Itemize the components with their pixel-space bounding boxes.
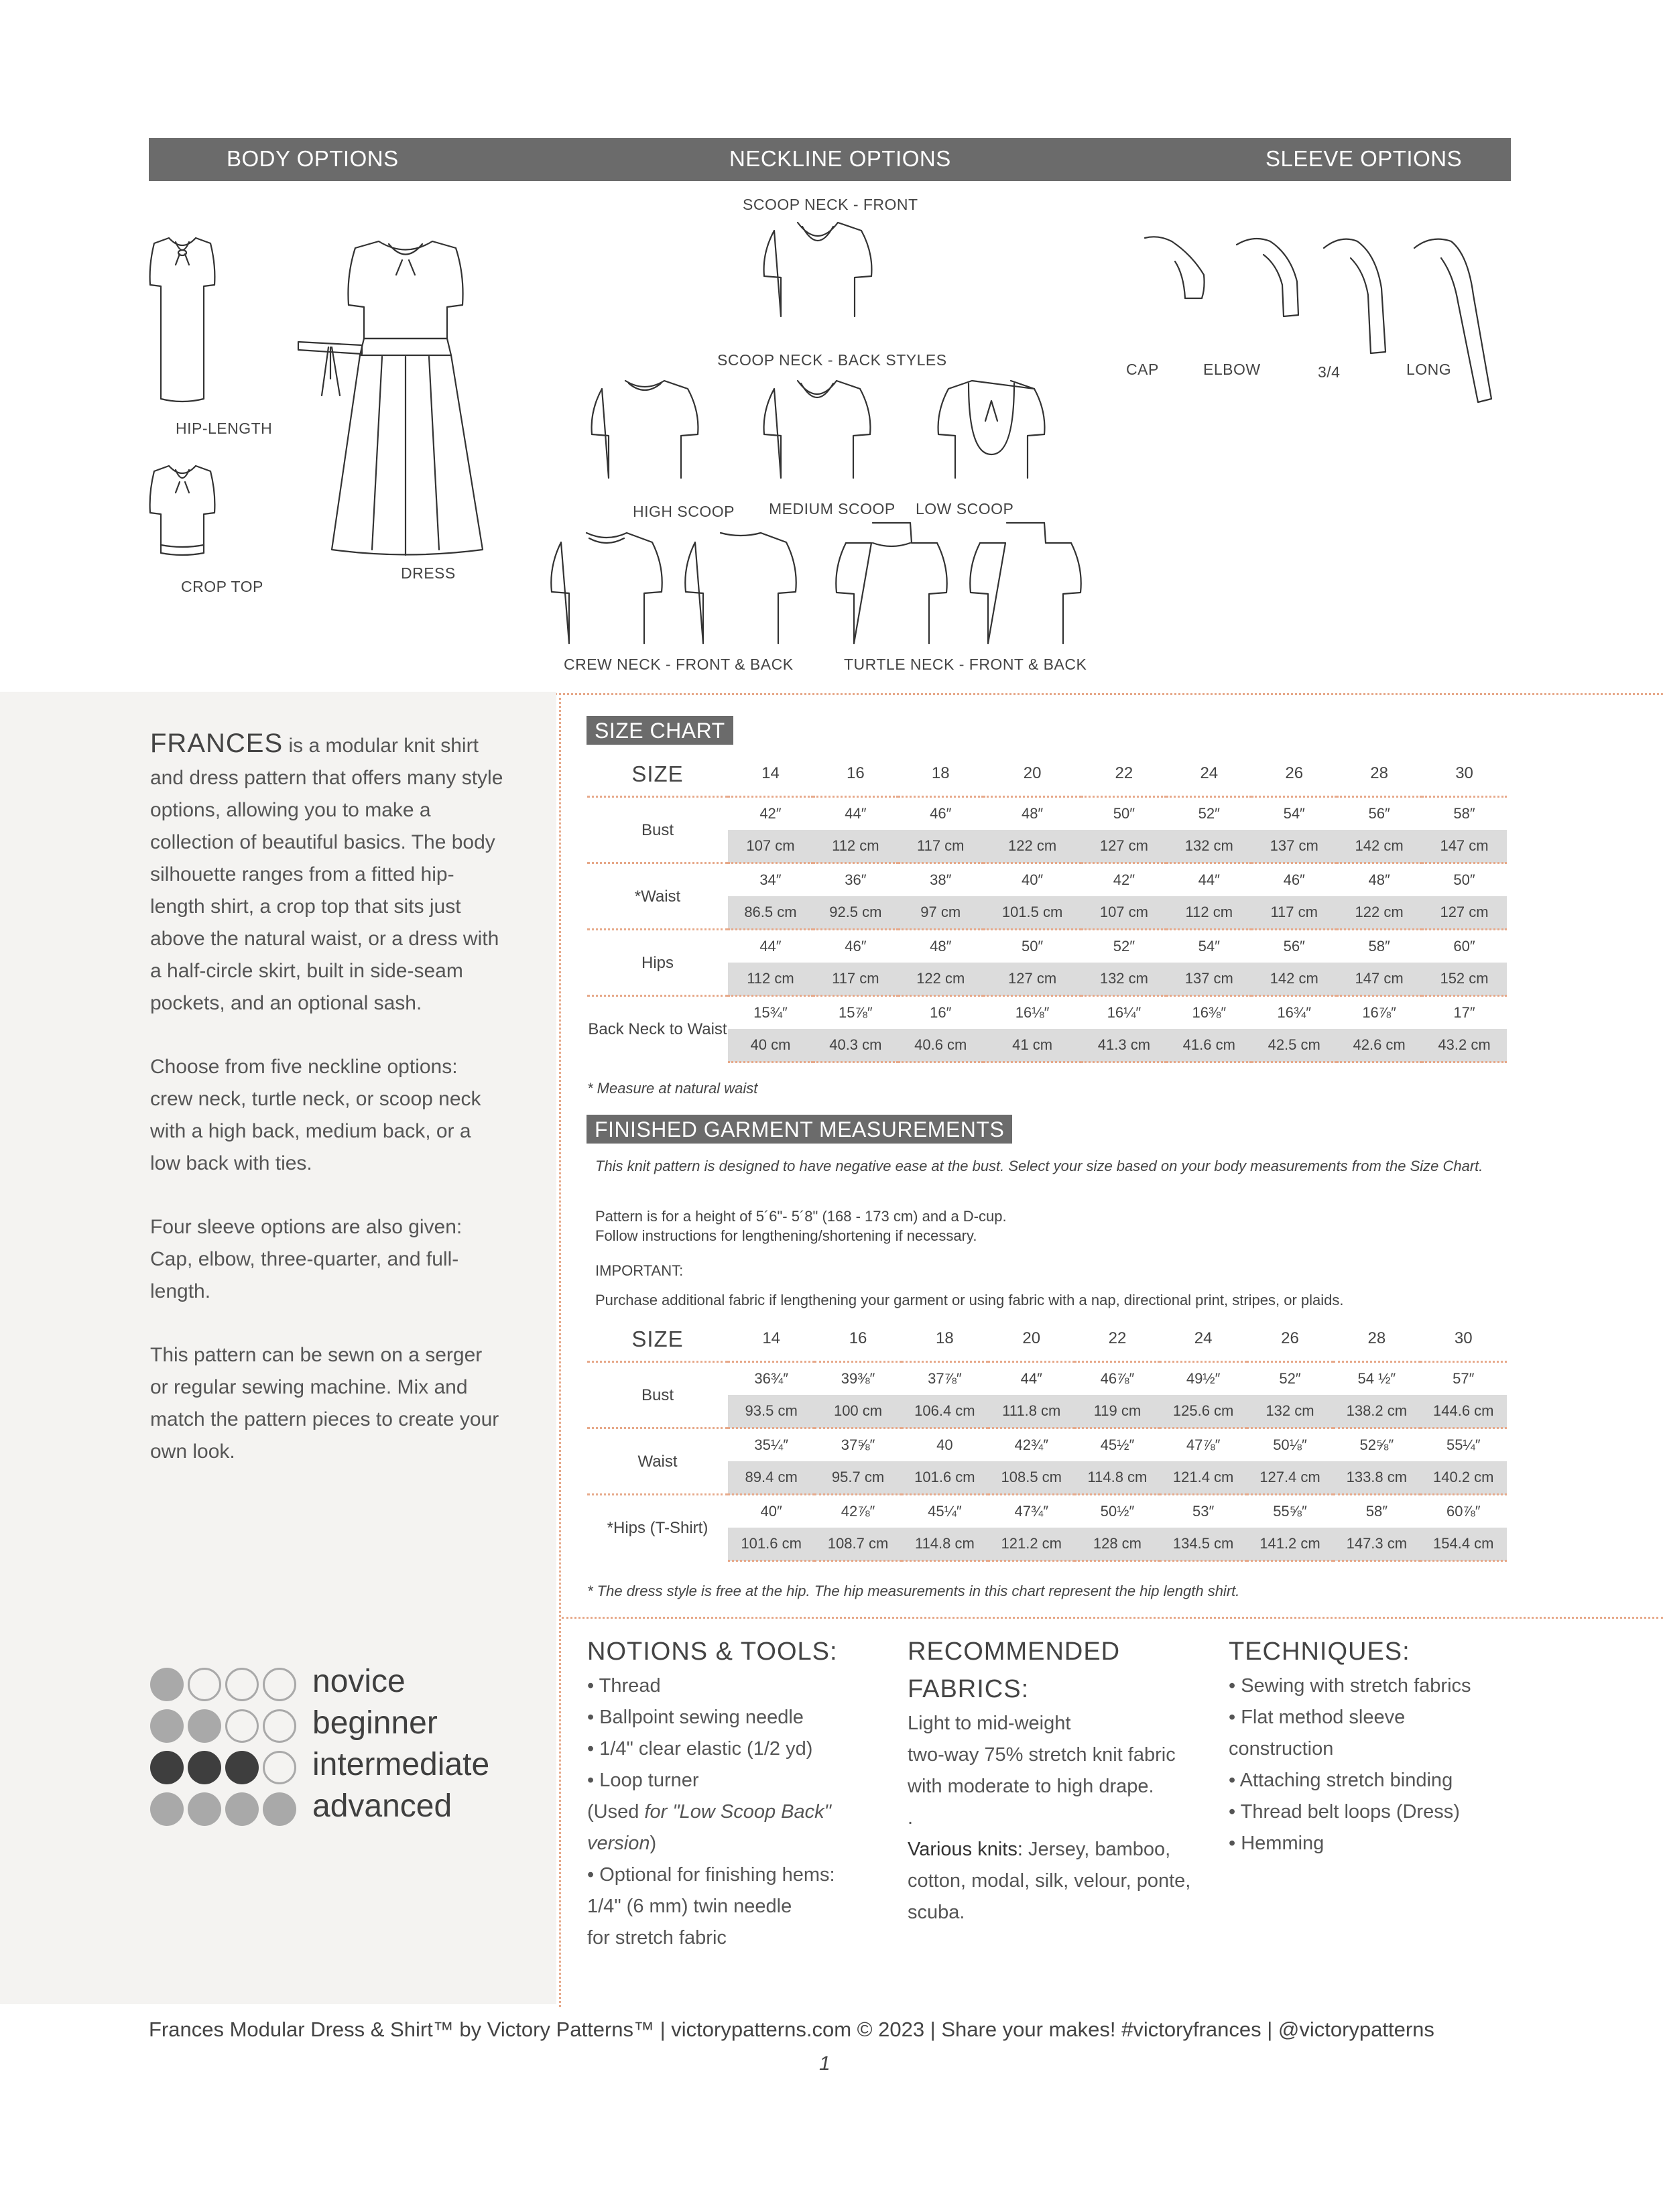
turtle-neck-front-illustration — [831, 523, 952, 643]
cm-value: 107 cm — [728, 830, 813, 863]
technique-item: • Hemming — [1229, 1833, 1325, 1854]
technique-item: • Sewing with stretch fabrics — [1229, 1675, 1471, 1697]
inch-value: 55⅝″ — [1247, 1495, 1333, 1528]
cm-value: 112 cm — [813, 830, 898, 863]
inch-value: 56″ — [1337, 797, 1422, 831]
notion-item: • 1/4" clear elastic (1/2 yd) — [587, 1738, 813, 1760]
inch-value: 37⅝″ — [814, 1428, 901, 1462]
skill-level-labels — [312, 1661, 489, 1827]
fabrics-line: two-way 75% stretch knit fabric — [908, 1744, 1176, 1766]
level-dot — [225, 1792, 259, 1826]
cm-value: 42.5 cm — [1251, 1029, 1337, 1062]
skill-level-dots — [150, 1668, 296, 1834]
cm-value: 142 cm — [1337, 830, 1422, 863]
notion-used-note — [587, 1796, 875, 1859]
height-note-2: Follow instructions for lengthening/shortening if necessary. — [595, 1227, 977, 1244]
three-quarter-sleeve-illustration — [1324, 235, 1388, 355]
cm-value: 101.5 cm — [983, 896, 1082, 930]
cm-value: 112 cm — [728, 963, 813, 996]
size-header: SIZE — [631, 1326, 684, 1351]
cap-label: CAP — [1126, 361, 1159, 378]
inch-value: 45½″ — [1074, 1428, 1160, 1462]
cm-value: 132 cm — [1081, 963, 1166, 996]
inch-value: 40″ — [728, 1495, 814, 1528]
height-note-1: Pattern is for a height of 5´6"- 5´8" (168 - 173 cm) and a D-cup. — [595, 1208, 1007, 1225]
inch-value: 16″ — [898, 996, 983, 1030]
size-column-header: 28 — [1370, 764, 1388, 782]
techniques-list — [1229, 1670, 1510, 1859]
level-dot — [263, 1668, 296, 1701]
cm-value: 128 cm — [1074, 1528, 1160, 1561]
page-number: 1 — [819, 2052, 830, 2075]
body-options-heading: BODY OPTIONS — [227, 146, 399, 171]
inch-value: 49½″ — [1160, 1362, 1246, 1396]
fabrics-knits — [908, 1834, 1203, 1928]
size-column-header: 22 — [1115, 764, 1133, 782]
inch-value: 58″ — [1333, 1495, 1420, 1528]
inch-value: 16¾″ — [1251, 996, 1337, 1030]
inch-value: 55¼″ — [1420, 1428, 1507, 1462]
long-sleeve-illustration — [1414, 235, 1495, 406]
inch-value: 15⅞″ — [813, 996, 898, 1030]
notion-item: • Optional for finishing hems: — [587, 1864, 835, 1886]
level-novice: novice — [312, 1664, 406, 1699]
level-dot — [225, 1668, 259, 1701]
intro-paragraph-3: Four sleeve options are also given: Cap, elbow, three-quarter, and full-length. — [150, 1216, 463, 1302]
cm-value: 137 cm — [1166, 963, 1251, 996]
cm-value: 127 cm — [1422, 896, 1507, 930]
table-row — [587, 1428, 1507, 1462]
size-column-header: 14 — [761, 764, 780, 782]
notions-title: NOTIONS & TOOLS: — [587, 1638, 838, 1666]
inch-value: 46″ — [813, 930, 898, 963]
size-column-header: 20 — [1023, 764, 1042, 782]
inch-value: 50″ — [1081, 797, 1166, 831]
cm-value: 132 cm — [1247, 1395, 1333, 1428]
cm-value: 141.2 cm — [1247, 1528, 1333, 1561]
table-row — [587, 1495, 1507, 1528]
cm-value: 121.4 cm — [1160, 1461, 1246, 1495]
cm-value: 125.6 cm — [1160, 1395, 1246, 1428]
inch-value: 44″ — [728, 930, 813, 963]
important-text: Purchase additional fabric if lengthening your garment or using fabric with a nap, directional print, stripes, or plaids. — [595, 1292, 1344, 1308]
three-quarter-label: 3/4 — [1318, 363, 1341, 381]
technique-item: • Thread belt loops (Dress) — [1229, 1801, 1460, 1823]
inch-value: 48″ — [1337, 863, 1422, 897]
table-row — [587, 797, 1507, 831]
important-label: IMPORTANT: — [595, 1262, 684, 1279]
long-label: LONG — [1406, 361, 1452, 378]
inch-value: 35¼″ — [728, 1428, 814, 1462]
novice-dots — [150, 1668, 296, 1704]
finished-measurements-table — [587, 1316, 1507, 1562]
fabrics-title: RECOMMENDED FABRICS: — [908, 1638, 1121, 1703]
fabrics-dot: . — [908, 1807, 914, 1829]
size-column-header: 24 — [1200, 764, 1219, 782]
table-row — [587, 996, 1507, 1030]
measurement-label: Bust — [587, 1362, 728, 1428]
inch-value: 40 — [902, 1428, 988, 1462]
size-chart-footnote: * Measure at natural waist — [587, 1080, 758, 1097]
cm-value: 154.4 cm — [1420, 1528, 1507, 1561]
level-advanced: advanced — [312, 1788, 452, 1824]
finished-measurements-title: FINISHED GARMENT MEASUREMENTS — [587, 1115, 1012, 1144]
cm-value: 89.4 cm — [728, 1461, 814, 1495]
crew-neck-label: CREW NECK - FRONT & BACK — [564, 656, 794, 673]
inch-value: 36¾″ — [728, 1362, 814, 1396]
cap-sleeve-illustration — [1145, 235, 1207, 302]
turtle-neck-back-illustration — [965, 523, 1086, 643]
inch-value: 42⅞″ — [814, 1495, 901, 1528]
used-italic: for "Low Scoop Back" version — [587, 1801, 831, 1854]
intermediate-dots — [150, 1751, 296, 1787]
turtle-neck-label: TURTLE NECK - FRONT & BACK — [844, 656, 1087, 673]
intro-paragraph-2: Choose from five neckline options: crew neck, turtle neck, or scoop neck with a high back, medium back, or a low back with ties. — [150, 1056, 481, 1174]
footer-credits: Frances Modular Dress & Shirt™ by Victory Patterns™ | victorypatterns.com © 2023 | Share your makes! #victoryfrances | @victorypatterns — [149, 2018, 1434, 2041]
level-dot — [263, 1751, 296, 1784]
knits-text: Jersey, bamboo, cotton, modal, silk, velour, ponte, scuba. — [908, 1839, 1191, 1923]
hip-length-shirt-illustration — [149, 238, 216, 416]
cm-value: 147 cm — [1337, 963, 1422, 996]
technique-item: • Attaching stretch binding — [1229, 1770, 1453, 1791]
inch-value: 54″ — [1166, 930, 1251, 963]
inch-value: 50⅛″ — [1247, 1428, 1333, 1462]
size-chart-table — [587, 751, 1507, 1063]
finished-intro: This knit pattern is designed to have negative ease at the bust. Select your size based on your body measurements from the Size Chart. — [595, 1158, 1483, 1174]
size-column-header: 30 — [1455, 764, 1473, 782]
inch-value: 39⅜″ — [814, 1362, 901, 1396]
size-column-header: 26 — [1281, 1329, 1299, 1347]
cm-value: 92.5 cm — [813, 896, 898, 930]
inch-value: 54 ½″ — [1333, 1362, 1420, 1396]
level-dot — [150, 1668, 184, 1701]
measurement-label: *Hips (T-Shirt) — [587, 1495, 728, 1561]
scoop-neck-back-styles-label: SCOOP NECK - BACK STYLES — [717, 351, 947, 369]
cm-value: 41.6 cm — [1166, 1029, 1251, 1062]
notions-list — [587, 1670, 875, 1954]
size-column-header: 16 — [849, 1329, 867, 1347]
cm-value: 114.8 cm — [902, 1528, 988, 1561]
cm-value: 41 cm — [983, 1029, 1082, 1062]
cm-value: 40 cm — [728, 1029, 813, 1062]
fabrics-text — [908, 1708, 1203, 1928]
notion-item: • Loop turner — [587, 1770, 699, 1791]
cm-value: 114.8 cm — [1074, 1461, 1160, 1495]
used-close: ) — [650, 1833, 657, 1854]
cm-value: 140.2 cm — [1420, 1461, 1507, 1495]
fabrics-line: with moderate to high drape. — [908, 1776, 1154, 1797]
horizontal-divider-bottom — [562, 1617, 1663, 1619]
crop-top-illustration — [149, 466, 216, 560]
inch-value: 52″ — [1081, 930, 1166, 963]
intro-p1-text: is a modular knit shirt and dress pattern that offers many style options, allowing you to make a collection of beautiful basics. The body silhouette ranges from a fitted hip-length shirt, a crop top that sits just above the natural waist, or a dress with a half-circle skirt, built in side-seam pockets, and an optional sash. — [150, 735, 503, 1014]
inch-value: 58″ — [1422, 797, 1507, 831]
inch-value: 50″ — [983, 930, 1082, 963]
cm-value: 43.2 cm — [1422, 1029, 1507, 1062]
fabrics-line: Light to mid-weight — [908, 1713, 1071, 1734]
used-open: (Used — [587, 1801, 645, 1823]
cm-value: 101.6 cm — [728, 1528, 814, 1561]
crew-neck-front-illustration — [546, 533, 667, 643]
inch-value: 44″ — [813, 797, 898, 831]
inch-value: 42¾″ — [988, 1428, 1074, 1462]
cm-value: 100 cm — [814, 1395, 901, 1428]
inch-value: 44″ — [988, 1362, 1074, 1396]
level-dot — [225, 1709, 259, 1743]
intro-text — [150, 727, 505, 1499]
notion-item: • Ballpoint sewing needle — [587, 1707, 804, 1728]
cm-value: 86.5 cm — [728, 896, 813, 930]
cm-value: 41.3 cm — [1081, 1029, 1166, 1062]
inch-value: 56″ — [1251, 930, 1337, 963]
size-column-header: 18 — [931, 764, 950, 782]
intro-paragraph-1 — [150, 727, 505, 1020]
size-column-header: 26 — [1285, 764, 1304, 782]
size-column-header: 22 — [1108, 1329, 1127, 1347]
inch-value: 52⅝″ — [1333, 1428, 1420, 1462]
cm-value: 132 cm — [1166, 830, 1251, 863]
sleeve-options-heading: SLEEVE OPTIONS — [1266, 146, 1463, 171]
cm-value: 117 cm — [1251, 896, 1337, 930]
finished-footnote: * The dress style is free at the hip. The hip measurements in this chart represent the hip length shirt. — [587, 1583, 1240, 1599]
high-scoop-illustration — [589, 381, 701, 478]
inch-value: 52″ — [1247, 1362, 1333, 1396]
inch-value: 16⅞″ — [1337, 996, 1422, 1030]
inch-value: 60⅞″ — [1420, 1495, 1507, 1528]
level-dot — [263, 1709, 296, 1743]
inch-value: 37⅞″ — [902, 1362, 988, 1396]
cm-value: 121.2 cm — [988, 1528, 1074, 1561]
scoop-neck-front-illustration — [761, 223, 875, 316]
cm-value: 144.6 cm — [1420, 1395, 1507, 1428]
level-dot — [150, 1751, 184, 1784]
inch-value: 45¼″ — [902, 1495, 988, 1528]
scoop-neck-front-label: SCOOP NECK - FRONT — [743, 196, 918, 213]
table-row — [587, 1362, 1507, 1396]
knits-label: Various knits: — [908, 1839, 1023, 1860]
inch-value: 17″ — [1422, 996, 1507, 1030]
cm-value: 95.7 cm — [814, 1461, 901, 1495]
inch-value: 46⅞″ — [1074, 1362, 1160, 1396]
crew-neck-back-illustration — [680, 533, 801, 643]
cm-value: 127.4 cm — [1247, 1461, 1333, 1495]
cm-value: 142 cm — [1251, 963, 1337, 996]
dress-label: DRESS — [401, 564, 456, 582]
level-dot — [150, 1709, 184, 1743]
inch-value: 52″ — [1166, 797, 1251, 831]
inch-value: 48″ — [898, 930, 983, 963]
level-dot — [188, 1709, 221, 1743]
cm-value: 127 cm — [1081, 830, 1166, 863]
brand-name: FRANCES — [150, 729, 284, 758]
inch-value: 47⅞″ — [1160, 1428, 1246, 1462]
inch-value: 16¼″ — [1081, 996, 1166, 1030]
inch-value: 42″ — [1081, 863, 1166, 897]
level-beginner: beginner — [312, 1705, 438, 1741]
inch-value: 42″ — [728, 797, 813, 831]
cm-value: 108.5 cm — [988, 1461, 1074, 1495]
intro-paragraph-4: This pattern can be sewn on a serger or regular sewing machine. Mix and match the pattern pieces to create your own look. — [150, 1344, 499, 1463]
cm-value: 101.6 cm — [902, 1461, 988, 1495]
medium-scoop-illustration — [761, 381, 873, 478]
level-dot — [188, 1751, 221, 1784]
cm-value: 119 cm — [1074, 1395, 1160, 1428]
cm-value: 137 cm — [1251, 830, 1337, 863]
inch-value: 46″ — [1251, 863, 1337, 897]
notion-item: 1/4" (6 mm) twin needle — [587, 1896, 792, 1917]
size-column-header: 30 — [1454, 1329, 1473, 1347]
neckline-options-heading: NECKLINE OPTIONS — [729, 146, 951, 171]
measurement-label: Back Neck to Waist — [587, 996, 728, 1062]
cm-value: 117 cm — [898, 830, 983, 863]
size-column-header: 14 — [762, 1329, 781, 1347]
inch-value: 47¾″ — [988, 1495, 1074, 1528]
size-header: SIZE — [631, 761, 684, 786]
elbow-label: ELBOW — [1203, 361, 1261, 378]
size-column-header: 18 — [936, 1329, 954, 1347]
cm-value: 122 cm — [898, 963, 983, 996]
measurement-label: *Waist — [587, 863, 728, 930]
cm-value: 93.5 cm — [728, 1395, 814, 1428]
cm-value: 107 cm — [1081, 896, 1166, 930]
cm-value: 134.5 cm — [1160, 1528, 1246, 1561]
crop-top-label: CROP TOP — [181, 578, 263, 595]
cm-value: 122 cm — [1337, 896, 1422, 930]
inch-value: 15¾″ — [728, 996, 813, 1030]
cm-value: 147 cm — [1422, 830, 1507, 863]
inch-value: 60″ — [1422, 930, 1507, 963]
level-dot — [188, 1792, 221, 1826]
level-dot — [263, 1792, 296, 1826]
inch-value: 16⅜″ — [1166, 996, 1251, 1030]
inch-value: 48″ — [983, 797, 1082, 831]
level-dot — [150, 1792, 184, 1826]
cm-value: 97 cm — [898, 896, 983, 930]
measurement-label: Waist — [587, 1428, 728, 1495]
size-chart-title: SIZE CHART — [587, 716, 733, 745]
cm-value: 40.6 cm — [898, 1029, 983, 1062]
elbow-sleeve-illustration — [1237, 235, 1300, 318]
level-dot — [188, 1668, 221, 1701]
cm-value: 133.8 cm — [1333, 1461, 1420, 1495]
measurement-label: Bust — [587, 797, 728, 863]
inch-value: 57″ — [1420, 1362, 1507, 1396]
cm-value: 111.8 cm — [988, 1395, 1074, 1428]
measurement-label: Hips — [587, 930, 728, 996]
inch-value: 16⅛″ — [983, 996, 1082, 1030]
options-header-bar — [149, 138, 1511, 181]
cm-value: 122 cm — [983, 830, 1082, 863]
medium-scoop-label: MEDIUM SCOOP — [769, 500, 896, 517]
low-scoop-illustration — [935, 381, 1048, 478]
cm-value: 152 cm — [1422, 963, 1507, 996]
notion-item: for stretch fabric — [587, 1927, 727, 1949]
cm-value: 138.2 cm — [1333, 1395, 1420, 1428]
dress-illustration — [298, 235, 516, 556]
level-intermediate: intermediate — [312, 1747, 490, 1782]
high-scoop-label: HIGH SCOOP — [633, 503, 735, 520]
table-row — [587, 930, 1507, 963]
table-row — [587, 863, 1507, 897]
hip-length-label: HIP-LENGTH — [176, 420, 273, 437]
beginner-dots — [150, 1709, 296, 1745]
level-dot — [225, 1751, 259, 1784]
techniques-title: TECHNIQUES: — [1229, 1638, 1410, 1666]
notion-item: • Thread — [587, 1675, 661, 1697]
inch-value: 50″ — [1422, 863, 1507, 897]
inch-value: 36″ — [813, 863, 898, 897]
size-column-header: 16 — [847, 764, 865, 782]
cm-value: 106.4 cm — [902, 1395, 988, 1428]
cm-value: 127 cm — [983, 963, 1082, 996]
cm-value: 40.3 cm — [813, 1029, 898, 1062]
inch-value: 46″ — [898, 797, 983, 831]
cm-value: 108.7 cm — [814, 1528, 901, 1561]
size-column-header: 20 — [1022, 1329, 1041, 1347]
advanced-dots — [150, 1792, 296, 1829]
inch-value: 53″ — [1160, 1495, 1246, 1528]
vertical-divider — [559, 693, 561, 2007]
cm-value: 112 cm — [1166, 896, 1251, 930]
inch-value: 40″ — [983, 863, 1082, 897]
inch-value: 54″ — [1251, 797, 1337, 831]
size-column-header: 24 — [1194, 1329, 1213, 1347]
inch-value: 50½″ — [1074, 1495, 1160, 1528]
size-column-header: 28 — [1367, 1329, 1386, 1347]
inch-value: 34″ — [728, 863, 813, 897]
low-scoop-label: LOW SCOOP — [916, 500, 1014, 517]
cm-value: 42.6 cm — [1337, 1029, 1422, 1062]
cm-value: 117 cm — [813, 963, 898, 996]
cm-value: 147.3 cm — [1333, 1528, 1420, 1561]
inch-value: 44″ — [1166, 863, 1251, 897]
inch-value: 58″ — [1337, 930, 1422, 963]
technique-item: • Flat method sleeve construction — [1229, 1707, 1406, 1760]
inch-value: 38″ — [898, 863, 983, 897]
